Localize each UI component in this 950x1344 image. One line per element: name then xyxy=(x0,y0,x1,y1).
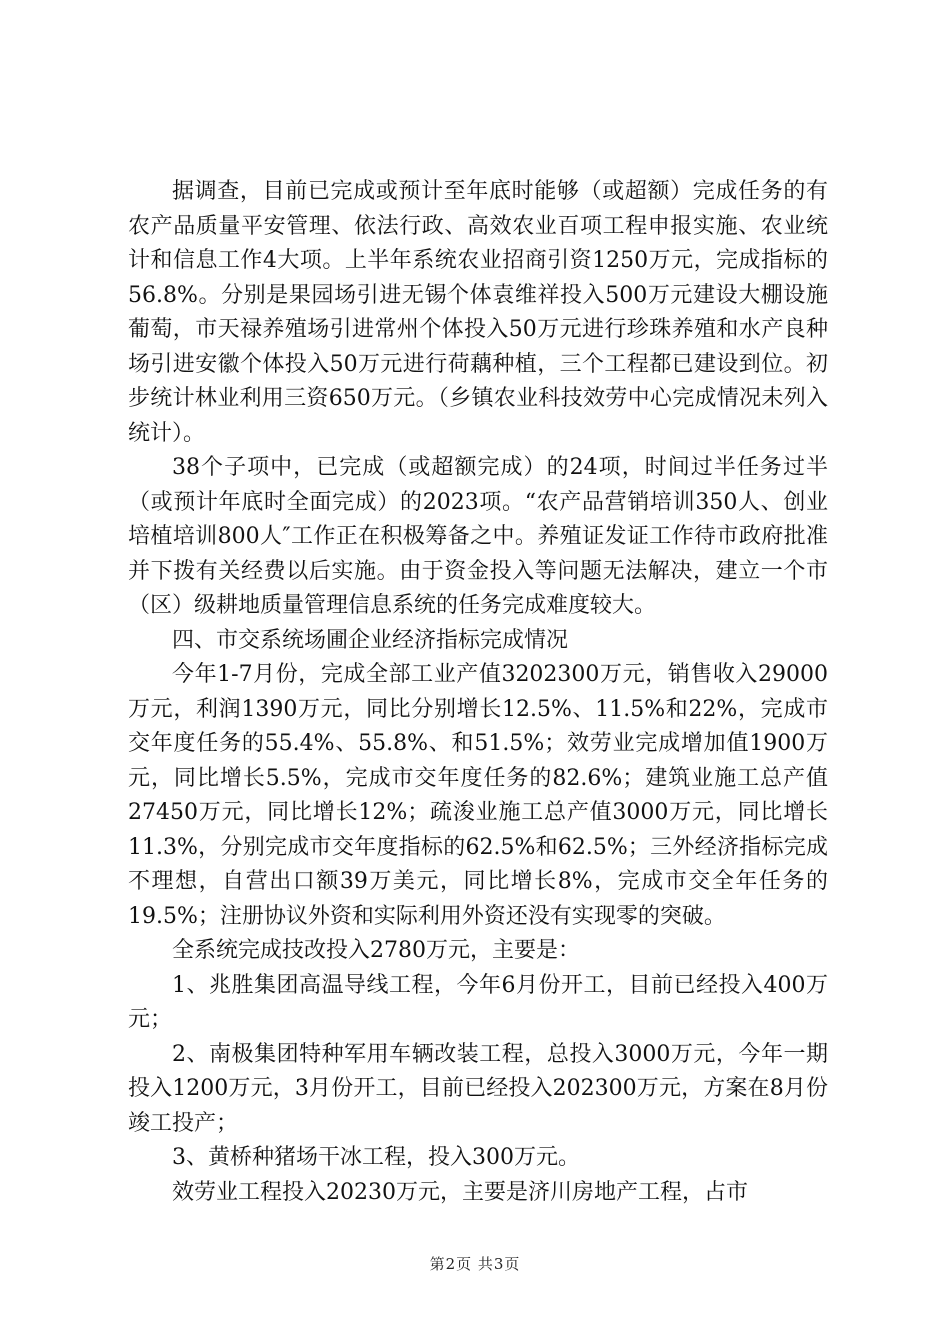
paragraph-subitems: 38个子项中，已完成（或超额完成）的24项，时间过半任务过半（或预计年底时全面完成）的2023项。“农产品营销培训350人、创业培植培训800人″工作正在积极筹备之中。养殖证发证工作待市政府批准并下拨有关经费以后实施。由于资金投入等问题无法解决，建立一个市（区）级耕地质量管理信息系统的任务完成难度较大。 xyxy=(128,455,828,618)
list-item-1: 1、兆胜集团高温导线工程，今年6月份开工，目前已经投入400万元； xyxy=(128,972,828,1032)
list-item-3: 3、黄桥种猪场干冰工程，投入300万元。 xyxy=(172,1145,580,1170)
section-heading-4: 四、市交系统场圃企业经济指标完成情况 xyxy=(172,627,569,653)
document-body xyxy=(128,175,828,1210)
list-item-2: 2、南极集团特种军用车辆改装工程，总投入3000万元，今年一期投入1200万元，3月份开工，目前已经投入202300万元，方案在8月份竣工投产； xyxy=(128,1041,828,1136)
paragraph-service-investment: 效劳业工程投入20230万元，主要是济川房地产工程，占市 xyxy=(172,1179,748,1205)
paragraph-tech-investment: 全系统完成技改投入2780万元，主要是： xyxy=(172,938,580,963)
paragraph-survey: 据调查，目前已完成或预计至年底时能够（或超额）完成任务的有农产品质量平安管理、依法行政、高效农业百项工程申报实施、农业统计和信息工作4大项。上半年系统农业招商引资1250万元，完成指标的56.8%。分别是果园场引进无锡个体袁维祥投入500万元建设大棚设施葡萄，市天禄养殖场引进常州个体投入50万元进行珍珠养殖和水产良种场引进安徽个体投入50万元进行荷藕种植，三个工程都已建设到位。初步统计林业利用三资650万元。（乡镇农业科技效劳中心完成情况未列入统计）。 xyxy=(128,179,828,446)
paragraph-output: 今年1-7月份，完成全部工业产值3202300万元，销售收入29000万元，利润1390万元，同比分别增长12.5%、11.5%和22%，完成市交年度任务的55.4%、55.8%、和51.5%；效劳业完成增加值1900万元，同比增长5.5%，完成市交年度任务的82.6%；建筑业施工总产值27450万元，同比增长12%；疏浚业施工总产值3000万元，同比增长11.3%，分别完成市交年度指标的62.5%和62.5%；三外经济指标完成不理想，自营出口额39万美元，同比增长8%，完成市交全年任务的19.5%；注册协议外资和实际利用外资还没有实现零的突破。 xyxy=(128,662,828,929)
page-number-footer: 第2页 共3页 xyxy=(429,1255,521,1273)
